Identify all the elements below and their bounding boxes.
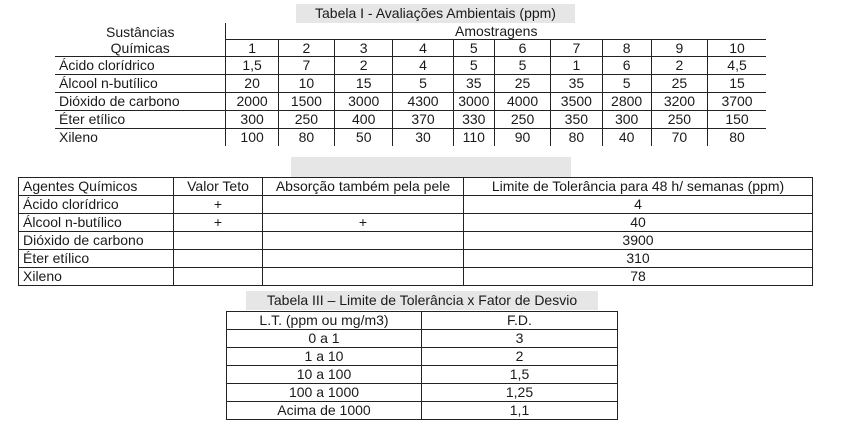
table3-fd-cell: 2: [422, 348, 618, 366]
table1-cell: 50: [335, 129, 393, 147]
table-row: [19, 232, 813, 250]
table1-cell: 80: [278, 129, 334, 147]
table3-fd-cell: 1,5: [422, 366, 618, 384]
table1-cell: 30: [393, 129, 453, 147]
table2-limit-cell: 40: [464, 214, 813, 232]
table1-cell: 110: [453, 129, 494, 147]
table2-ceiling-cell: [174, 250, 263, 268]
table1-cell: 70: [651, 129, 707, 147]
table3-lt-cell: 1 a 10: [227, 348, 422, 366]
table1-title: Tabela I - Avaliações Ambientais (ppm): [296, 4, 575, 23]
table2-skin-cell: [263, 196, 464, 214]
table2-header-ceiling: Valor Teto: [174, 178, 263, 196]
table1-sample-col: 7: [551, 40, 602, 57]
table2-limit-cell: 4: [464, 196, 813, 214]
table2-agent-name: Álcool n-butílico: [19, 214, 174, 232]
table1-cell: 4: [393, 57, 453, 75]
table-row: [19, 268, 813, 286]
table2-skin-cell: +: [263, 214, 464, 232]
table3-lt-cell: Acima de 1000: [227, 402, 422, 420]
table1-cell: 25: [651, 75, 707, 93]
table3-lt-cell: 100 a 1000: [227, 384, 422, 402]
table-row: [19, 214, 813, 232]
table1-cell: 3200: [651, 93, 707, 111]
table1-cell: 100: [226, 129, 278, 147]
table2-chemical-agents: [18, 177, 813, 286]
table2-limit-cell: 78: [464, 268, 813, 286]
table-row: [55, 111, 766, 129]
table1-sample-col: 1: [226, 40, 278, 57]
table2-header-limit: Limite de Tolerância para 48 h/ semanas (ppm): [464, 178, 813, 196]
table1-header-substances-line2: Químicas: [110, 39, 170, 56]
table3-tolerance-deviation: [226, 311, 618, 420]
table1-cell: 40: [602, 129, 651, 147]
table1-cell: 3700: [708, 93, 766, 111]
table2-agent-name: Ácido clorídrico: [19, 196, 174, 214]
table2-skin-cell: [263, 268, 464, 286]
table1-cell: 300: [602, 111, 651, 129]
table2-limit-cell: 3900: [464, 232, 813, 250]
table1-cell: 5: [602, 75, 651, 93]
table1-cell: 2: [335, 57, 393, 75]
table3-fd-cell: 1,25: [422, 384, 618, 402]
table1-cell: 3000: [335, 93, 393, 111]
table3-title: Tabela III – Limite de Tolerância x Fator de Desvio: [246, 291, 598, 310]
table2-limit-cell: 310: [464, 250, 813, 268]
table1-cell: 370: [393, 111, 453, 129]
table1-cell: 5: [494, 57, 550, 75]
table1-substance-name: Éter etílico: [55, 111, 226, 129]
table1-cell: 3500: [551, 93, 602, 111]
table3-fd-cell: 3: [422, 330, 618, 348]
table1-cell: 7: [278, 57, 334, 75]
table-row: [227, 366, 618, 384]
table-row: [19, 250, 813, 268]
table3-fd-cell: 1,1: [422, 402, 618, 420]
table1-cell: 4000: [494, 93, 550, 111]
table1-header-substances-line1: Sustâncias: [105, 23, 175, 40]
table1-sample-col: 5: [453, 40, 494, 57]
table-row: [55, 57, 766, 75]
table1-cell: 5: [393, 75, 453, 93]
table1-cell: 35: [453, 75, 494, 93]
table1-substance-name: Dióxido de carbono: [55, 93, 226, 111]
table-row: [55, 75, 766, 93]
table1-sample-col: 4: [393, 40, 453, 57]
table3-header-lt: L.T. (ppm ou mg/m3): [227, 312, 422, 330]
table-header-row: [19, 178, 813, 196]
table-row: [19, 196, 813, 214]
table1-cell: 80: [708, 129, 766, 147]
table-row: [227, 330, 618, 348]
table1-cell: 1: [551, 57, 602, 75]
table-header-row: [227, 312, 618, 330]
table2-ceiling-cell: +: [174, 214, 263, 232]
table1-cell: 350: [551, 111, 602, 129]
table2-ceiling-cell: +: [174, 196, 263, 214]
table2-ceiling-cell: [174, 268, 263, 286]
table1-sample-col: 2: [278, 40, 334, 57]
table1-cell: 250: [651, 111, 707, 129]
table1-cell: 400: [335, 111, 393, 129]
table1-sample-col: 3: [335, 40, 393, 57]
table1-cell: 80: [551, 129, 602, 147]
table-row: [227, 348, 618, 366]
table2-skin-cell: [263, 232, 464, 250]
table1-substance-name: Ácido clorídrico: [55, 57, 226, 75]
table-row: [227, 402, 618, 420]
table2-agent-name: Xileno: [19, 268, 174, 286]
table1-cell: 6: [602, 57, 651, 75]
table1-cell: 300: [226, 111, 278, 129]
table1-cell: 330: [453, 111, 494, 129]
table1-cell: 2000: [226, 93, 278, 111]
table1-cell: 10: [278, 75, 334, 93]
table3-header-fd: F.D.: [422, 312, 618, 330]
table2-header-agents: Agentes Químicos: [19, 178, 174, 196]
table1-cell: 4300: [393, 93, 453, 111]
table1-cell: 5: [453, 57, 494, 75]
table1-cell: 2800: [602, 93, 651, 111]
table2-agent-name: Éter etílico: [19, 250, 174, 268]
table2-ceiling-cell: [174, 232, 263, 250]
table1-cell: 3000: [453, 93, 494, 111]
table-row: [227, 384, 618, 402]
table1-ambient-evaluations: [55, 23, 766, 146]
table1-cell: 150: [708, 111, 766, 129]
table2-agent-name: Dióxido de carbono: [19, 232, 174, 250]
table1-cell: 4,5: [708, 57, 766, 75]
table1-cell: 1,5: [226, 57, 278, 75]
table1-cell: 1500: [278, 93, 334, 111]
table-row: [55, 93, 766, 111]
table3-lt-cell: 10 a 100: [227, 366, 422, 384]
table1-sample-col: 10: [708, 40, 766, 57]
table1-cell: 25: [494, 75, 550, 93]
table3-lt-cell: 0 a 1: [227, 330, 422, 348]
table1-substance-name: Álcool n-butílico: [55, 75, 226, 93]
table1-cell: 2: [651, 57, 707, 75]
table-row: [55, 129, 766, 147]
table2-title-bar: [291, 157, 571, 177]
table1-header-samples: Amostragens: [226, 23, 766, 40]
table1-sample-col: 6: [494, 40, 550, 57]
table1-sample-col: 8: [602, 40, 651, 57]
table1-cell: 250: [278, 111, 334, 129]
table1-cell: 20: [226, 75, 278, 93]
table1-cell: 90: [494, 129, 550, 147]
table1-cell: 15: [335, 75, 393, 93]
table1-cell: 250: [494, 111, 550, 129]
table1-substance-name: Xileno: [55, 129, 226, 147]
table1-sample-col: 9: [651, 40, 707, 57]
table1-cell: 35: [551, 75, 602, 93]
table2-skin-cell: [263, 250, 464, 268]
table1-header-substances: [55, 23, 226, 57]
table2-header-skin: Absorção também pela pele: [263, 178, 464, 196]
table1-cell: 15: [708, 75, 766, 93]
